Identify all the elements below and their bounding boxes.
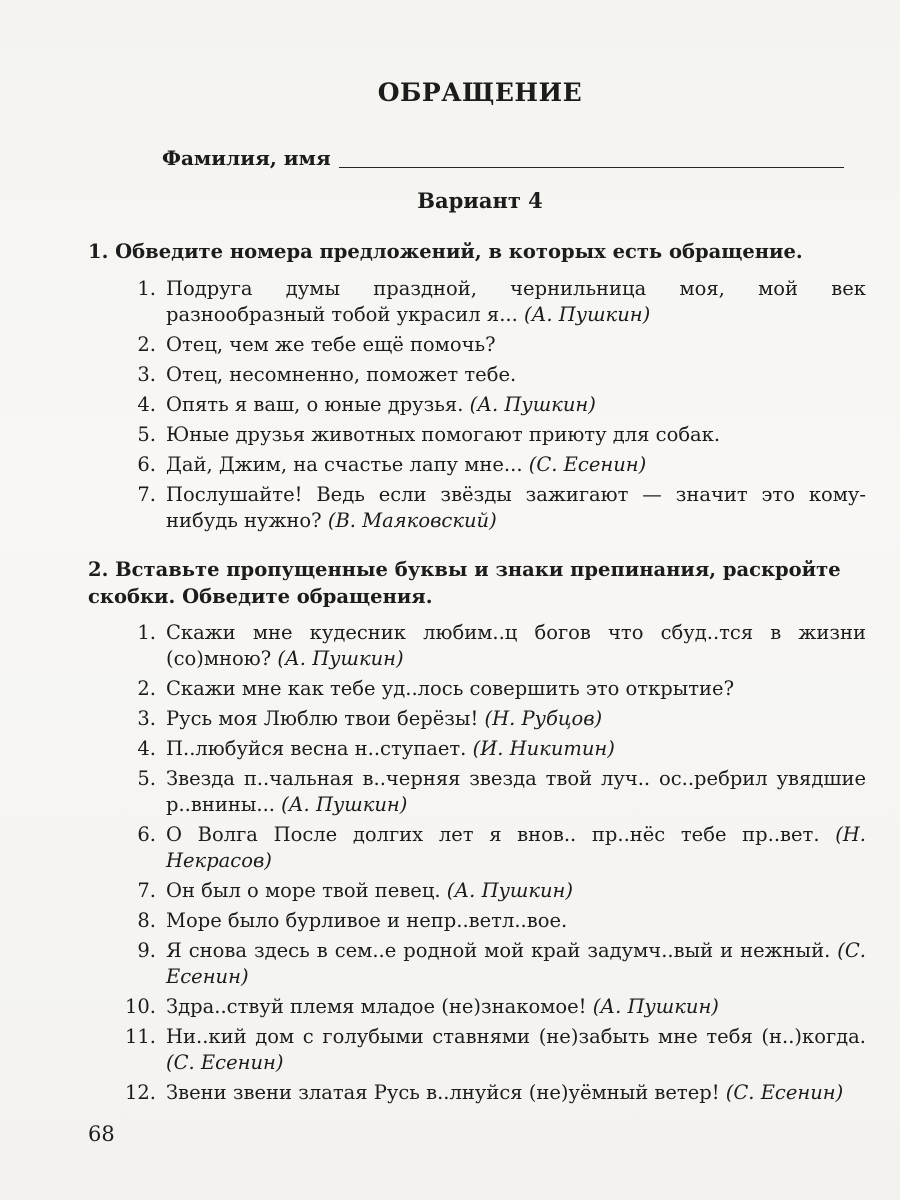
item-text-block (166, 706, 866, 732)
item-number[interactable]: 11. (124, 1025, 156, 1048)
name-blank-line[interactable] (339, 167, 844, 168)
task1-heading: 1. Обведите номера предложений, в которых есть обращение. (88, 240, 803, 263)
item-number[interactable]: 4. (137, 393, 156, 416)
item-sentence: Юные друзья животных помогают приюту для собак. (166, 423, 721, 446)
item-author: (С. Есенин) (166, 939, 866, 988)
list-item (118, 332, 866, 358)
item-number[interactable]: 12. (124, 1081, 156, 1104)
item-text-block (166, 908, 866, 934)
list-item (118, 736, 866, 762)
item-number[interactable]: 4. (137, 737, 156, 760)
item-text-block (166, 766, 866, 818)
item-sentence: Ни..кий дом с голубыми ставнями (не)забыть мне тебя (н..)когда. (166, 1025, 866, 1048)
item-text-block (166, 620, 866, 672)
variant-heading: Вариант 4 (417, 188, 543, 213)
item-author: (А. Пушкин) (469, 393, 596, 416)
name-field (162, 146, 844, 170)
item-sentence: Он был о море твой певец. (166, 879, 441, 902)
list-item (118, 452, 866, 478)
item-number[interactable]: 3. (137, 707, 156, 730)
item-number[interactable]: 2. (137, 677, 156, 700)
item-number[interactable]: 7. (137, 879, 156, 902)
list-item (118, 938, 866, 990)
item-text-block (166, 736, 866, 762)
item-sentence: Здра..ствуй племя младое (не)знакомое! (166, 995, 587, 1018)
task2-list (118, 620, 866, 1110)
item-author: (С. Есенин) (528, 453, 647, 476)
item-text-block (166, 422, 866, 448)
task1-list (118, 276, 866, 538)
item-number[interactable]: 5. (137, 767, 156, 790)
item-text-block (166, 482, 866, 534)
list-item (118, 908, 866, 934)
item-sentence: Русь моя Люблю твои берёзы! (166, 707, 479, 730)
list-item (118, 822, 866, 874)
task2-heading: 2. Вставьте пропущенные буквы и знаки препинания, раскройте скобки. Обведите обращения. (88, 558, 841, 608)
item-text-block (166, 1080, 866, 1106)
item-text-block (166, 822, 866, 874)
item-text-block (166, 392, 866, 418)
item-sentence: Послушайте! Ведь если звёзды зажигают — значит это кому-нибудь нужно? (166, 483, 866, 532)
item-text-block (166, 276, 866, 328)
list-item (118, 878, 866, 904)
item-author: (Н. Рубцов) (484, 707, 603, 730)
item-author: (В. Маяковский) (327, 509, 497, 532)
item-author: (А. Пушкин) (524, 303, 651, 326)
list-item (118, 362, 866, 388)
item-number[interactable]: 9. (137, 939, 156, 962)
item-author: (А. Пушкин) (446, 879, 574, 902)
item-sentence: Дай, Джим, на счастье лапу мне... (166, 453, 523, 476)
item-sentence: О Волга После долгих лет я внов.. пр..нёс тебе пр..вет. (166, 823, 820, 846)
item-number[interactable]: 3. (137, 363, 156, 386)
item-text-block (166, 332, 866, 358)
item-number[interactable]: 6. (137, 823, 156, 846)
item-number[interactable]: 5. (137, 423, 156, 446)
item-sentence: Отец, несомненно, поможет тебе. (166, 363, 517, 386)
item-sentence: Я снова здесь в сем..е родной мой край задумч..вый и нежный. (166, 939, 831, 962)
item-sentence: Море было бурливое и непр..ветл..вое. (166, 909, 568, 932)
item-text-block (166, 1024, 866, 1076)
list-item (118, 392, 866, 418)
item-sentence: Звени звени златая Русь в..лнуйся (не)уёмный ветер! (166, 1081, 720, 1104)
item-number[interactable]: 6. (137, 453, 156, 476)
list-item (118, 620, 866, 672)
item-text-block (166, 452, 866, 478)
item-sentence: Опять я ваш, о юные друзья. (166, 393, 464, 416)
page-title: ОБРАЩЕНИЕ (377, 78, 583, 107)
page-number: 68 (88, 1122, 115, 1146)
item-sentence: Скажи мне кудесник любим..ц богов что сбуд..тся в жизни (со)мною? (166, 621, 866, 670)
item-text-block (166, 994, 866, 1020)
item-number[interactable]: 1. (137, 277, 156, 300)
item-sentence: Отец, чем же тебе ещё помочь? (166, 333, 496, 356)
item-text-block (166, 938, 866, 990)
item-number[interactable]: 8. (137, 909, 156, 932)
list-item (118, 422, 866, 448)
name-label: Фамилия, имя (162, 146, 331, 170)
item-number[interactable]: 10. (124, 995, 156, 1018)
item-text-block (166, 878, 866, 904)
item-author: (С. Есенин) (725, 1081, 844, 1104)
item-author: (А. Пушкин) (281, 793, 408, 816)
item-author: (А. Пушкин) (592, 995, 719, 1018)
item-sentence: П..любуйся весна н..ступает. (166, 737, 467, 760)
item-author: (С. Есенин) (166, 1051, 284, 1074)
list-item (118, 676, 866, 702)
list-item (118, 276, 866, 328)
item-text-block (166, 362, 866, 388)
item-number[interactable]: 7. (137, 483, 156, 506)
item-sentence: Скажи мне как тебе уд..лось совершить это открытие? (166, 677, 735, 700)
list-item (118, 1024, 866, 1076)
item-author: (Н. Некрасов) (166, 823, 866, 872)
item-number[interactable]: 1. (137, 621, 156, 644)
list-item (118, 1080, 866, 1106)
list-item (118, 994, 866, 1020)
item-sentence: Звезда п..чальная в..черняя звезда твой луч.. ос..ребрил увядшие р..внины... (166, 767, 866, 816)
item-author: (И. Никитин) (472, 737, 615, 760)
item-number[interactable]: 2. (137, 333, 156, 356)
item-text-block (166, 676, 866, 702)
list-item (118, 482, 866, 534)
item-sentence: Подруга думы праздной, чернильница моя, мой век разнообразный тобой украсил я... (166, 277, 866, 326)
list-item (118, 766, 866, 818)
item-author: (А. Пушкин) (277, 647, 404, 670)
list-item (118, 706, 866, 732)
